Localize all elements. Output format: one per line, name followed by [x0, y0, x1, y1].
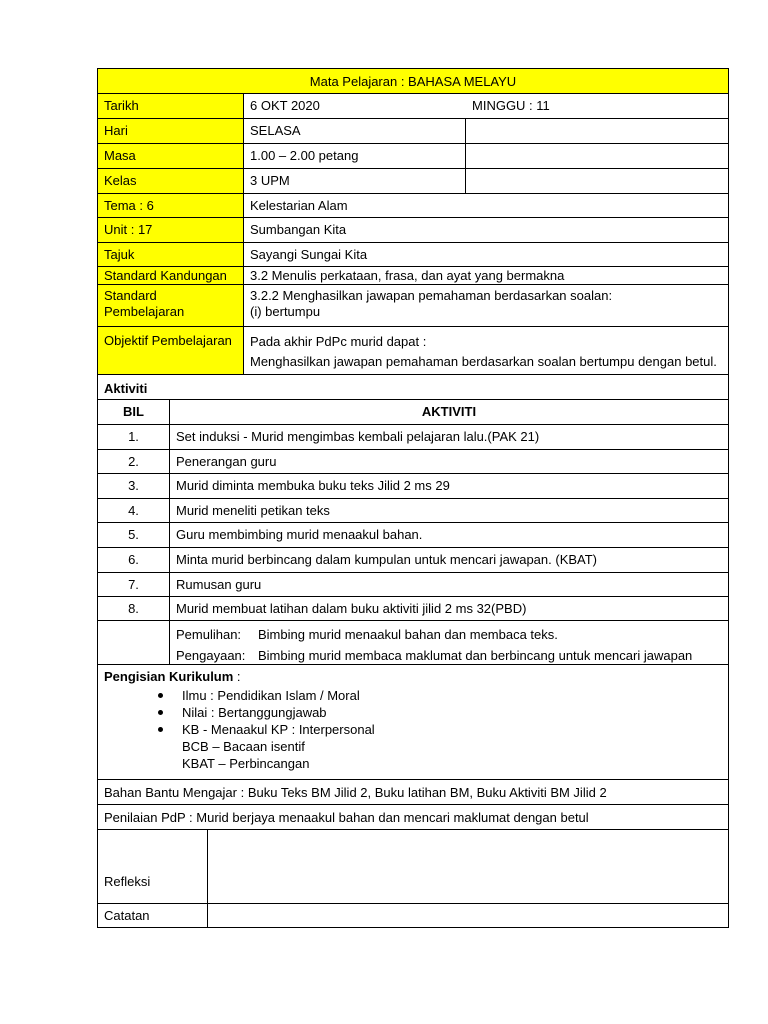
- pemulihan-pengayaan-row: [98, 621, 728, 665]
- aktiviti-row: [98, 523, 728, 548]
- objektif-line-2: Menghasilkan jawapan pemahaman berdasarkan soalan bertumpu dengan betul.: [250, 354, 717, 369]
- aktiviti-row: [98, 573, 728, 597]
- aktiviti-row: [98, 450, 728, 474]
- aktiviti-row: [98, 474, 728, 499]
- kurikulum-kb: KB - Menaakul KP : Interpersonal: [182, 722, 375, 737]
- standard-pembelajaran-value: [244, 285, 728, 326]
- penilaian-text: Penilaian PdP : Murid berjaya menaakul bahan dan mencari maklumat dengan betul: [104, 810, 589, 825]
- refleksi-field[interactable]: [208, 830, 728, 903]
- pemulihan-line: [176, 624, 722, 645]
- tema-value: Kelestarian Alam: [250, 198, 348, 213]
- standard-pembelajaran-label: [98, 285, 244, 326]
- objektif-value: [244, 327, 728, 374]
- kurikulum-row: [98, 665, 728, 780]
- objektif-label: Objektif Pembelajaran: [98, 327, 244, 374]
- kurikulum-item: [182, 687, 722, 704]
- kurikulum-heading: Pengisian Kurikulum: [104, 669, 234, 684]
- standard-pembelajaran-row: [98, 285, 728, 327]
- aktiviti-cell: Set induksi - Murid mengimbas kembali pelajaran lalu.(PAK 21): [176, 429, 540, 444]
- catatan-row: [98, 904, 728, 927]
- kurikulum-nilai: Nilai : Bertanggungjawab: [182, 705, 327, 720]
- tarikh-label: Tarikh: [98, 94, 244, 118]
- hari-label: Hari: [98, 119, 244, 143]
- aktiviti-cell: Murid membuat latihan dalam buku aktiviti jilid 2 ms 32(PBD): [176, 601, 527, 616]
- objektif-row: [98, 327, 728, 375]
- pemulihan-bil-empty: [98, 621, 170, 664]
- bil-cell: 3.: [98, 474, 170, 498]
- aktiviti-cell: Penerangan guru: [176, 454, 277, 469]
- kurikulum-ilmu: Ilmu : Pendidikan Islam / Moral: [182, 688, 360, 703]
- kurikulum-item: [182, 704, 722, 721]
- penilaian-row: [98, 805, 728, 830]
- tema-label: Tema : 6: [98, 194, 244, 217]
- tarikh-value: 6 OKT 2020: [250, 98, 320, 113]
- refleksi-label: Refleksi: [98, 830, 208, 903]
- bil-cell: 7.: [98, 573, 170, 596]
- unit-row: [98, 218, 728, 243]
- kelas-row: [98, 169, 728, 194]
- standard-kandungan-label: Standard Kandungan: [98, 267, 244, 284]
- tema-row: [98, 194, 728, 218]
- subject-title-row: [98, 69, 728, 94]
- bullet-icon: [158, 727, 163, 732]
- aktiviti-cell: Murid diminta membuka buku teks Jilid 2 ms 29: [176, 478, 450, 493]
- aktiviti-cell: Minta murid berbincang dalam kumpulan untuk mencari jawapan. (KBAT): [176, 552, 598, 567]
- standard-pembelajaran-line-1: 3.2.2 Menghasilkan jawapan pemahaman berdasarkan soalan:: [250, 288, 613, 303]
- catatan-label: Catatan: [98, 904, 208, 927]
- aktiviti-cell: Murid meneliti petikan teks: [176, 503, 330, 518]
- aktiviti-cell: Guru membimbing murid menaakul bahan.: [176, 527, 423, 542]
- kelas-value: 3 UPM: [244, 169, 466, 193]
- aktiviti-row: [98, 425, 728, 450]
- bbm-row: [98, 780, 728, 805]
- standard-pembelajaran-label-line-1: Standard: [104, 288, 157, 303]
- refleksi-row: [98, 830, 728, 904]
- standard-pembelajaran-label-line-2: Pembelajaran: [104, 304, 185, 319]
- masa-label: Masa: [98, 144, 244, 168]
- pengayaan-line: [176, 645, 722, 664]
- lesson-plan-table: [97, 68, 729, 928]
- aktiviti-heading-row: [98, 375, 728, 400]
- hari-empty: [466, 119, 728, 143]
- tarikh-row: [98, 94, 728, 119]
- tajuk-label: Tajuk: [98, 243, 244, 266]
- kurikulum-list: [182, 687, 722, 772]
- bil-header: BIL: [98, 400, 170, 424]
- bullet-icon: [158, 693, 163, 698]
- kurikulum-heading-line: [104, 669, 722, 685]
- kurikulum-bcb: BCB – Bacaan isentif: [182, 739, 305, 754]
- bil-cell: 5.: [98, 523, 170, 547]
- pemulihan-pengayaan-cell: [170, 621, 728, 664]
- standard-kandungan-value: 3.2 Menulis perkataan, frasa, dan ayat yang bermakna: [250, 268, 565, 283]
- aktiviti-row: [98, 499, 728, 523]
- kurikulum-kbat: KBAT – Perbincangan: [182, 756, 310, 771]
- masa-row: [98, 144, 728, 169]
- objektif-line-1: Pada akhir PdPc murid dapat :: [250, 334, 427, 349]
- standard-kandungan-row: [98, 267, 728, 285]
- unit-value: Sumbangan Kita: [250, 222, 347, 237]
- aktiviti-cell: Rumusan guru: [176, 577, 262, 592]
- kelas-label: Kelas: [98, 169, 244, 193]
- kurikulum-item: [182, 755, 722, 772]
- hari-row: [98, 119, 728, 144]
- pengayaan-label: Pengayaan:: [176, 648, 246, 663]
- kurikulum-item: [182, 721, 722, 738]
- kurikulum-colon: :: [233, 669, 241, 684]
- bil-cell: 1.: [98, 425, 170, 449]
- tajuk-row: [98, 243, 728, 267]
- aktiviti-heading: Aktiviti: [104, 381, 148, 396]
- tajuk-value: Sayangi Sungai Kita: [250, 247, 368, 262]
- aktiviti-header: AKTIVITI: [421, 404, 477, 419]
- pengayaan-text: Bimbing murid membaca maklumat dan berbincang untuk mencari jawapan: [258, 648, 693, 663]
- pemulihan-text: Bimbing murid menaakul bahan dan membaca teks.: [258, 627, 558, 642]
- kelas-empty: [466, 169, 728, 193]
- bil-cell: 2.: [98, 450, 170, 473]
- aktiviti-row: [98, 548, 728, 573]
- masa-value: 1.00 – 2.00 petang: [244, 144, 466, 168]
- bil-cell: 4.: [98, 499, 170, 522]
- bil-cell: 6.: [98, 548, 170, 572]
- minggu-value: MINGGU : 11: [472, 98, 550, 113]
- bil-cell: 8.: [98, 597, 170, 620]
- subject-title: Mata Pelajaran : BAHASA MELAYU: [309, 74, 517, 89]
- bbm-text: Bahan Bantu Mengajar : Buku Teks BM Jilid 2, Buku latihan BM, Buku Aktiviti BM Jilid 2: [104, 785, 607, 800]
- aktiviti-header-row: [98, 400, 728, 425]
- kurikulum-cell: [98, 665, 728, 779]
- kurikulum-item: [182, 738, 722, 755]
- unit-label: Unit : 17: [98, 218, 244, 242]
- bullet-icon: [158, 710, 163, 715]
- aktiviti-row: [98, 597, 728, 621]
- pemulihan-label: Pemulihan:: [176, 627, 242, 642]
- hari-value: SELASA: [244, 119, 466, 143]
- masa-empty: [466, 144, 728, 168]
- standard-pembelajaran-line-2: (i) bertumpu: [250, 304, 321, 319]
- catatan-field[interactable]: [208, 904, 728, 927]
